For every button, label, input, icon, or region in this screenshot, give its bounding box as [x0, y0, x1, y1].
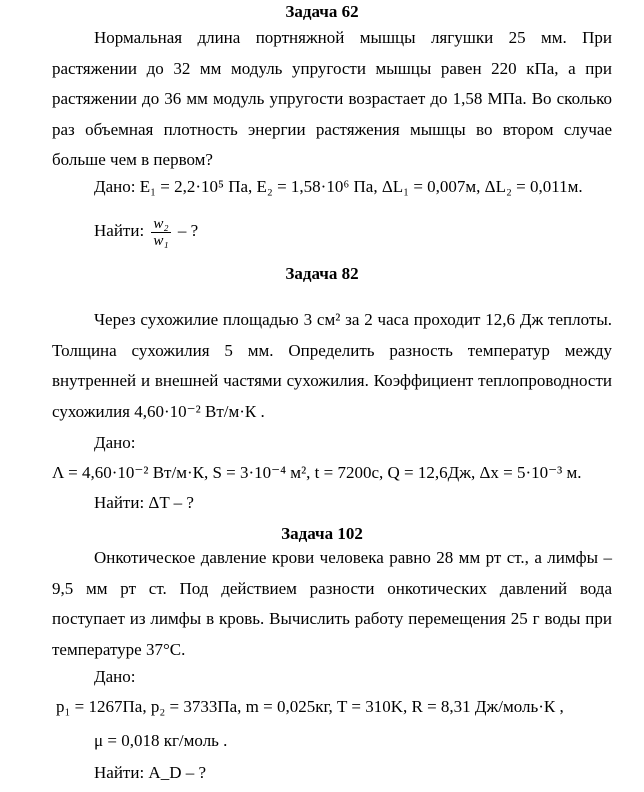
problem-62-given: [94, 176, 583, 198]
given-label: Дано:: [94, 177, 136, 196]
problem-102-find: [94, 762, 206, 784]
problem-62-find: [94, 214, 198, 249]
problem-82-title: Задача 82: [285, 264, 359, 283]
find-label: Найти:: [94, 221, 145, 240]
find-value: ΔT – ?: [148, 493, 194, 512]
problem-102-given-label: Дано:: [94, 667, 136, 686]
find-label: Найти:: [94, 493, 145, 512]
problem-102-title: Задача 102: [281, 524, 363, 543]
problem-82-text: Через сухожилие площадью 3 см² за 2 часа проходит 12,6 Дж теплоты. Толщина сухожилия 5 мм. Определить разность температур между внутренней и внешней частями сухожилия. Коэффициент теплопроводности сухожилия 4,60·10⁻² Вт/м·К .: [52, 310, 612, 421]
find-label: Найти:: [94, 763, 145, 782]
find-tail: – ?: [177, 221, 199, 240]
problem-102-text: Онкотическое давление крови человека равно 28 мм рт ст., а лимфы – 9,5 мм рт ст. Под действием разности онкотических давлений вода поступает из лимфы в кровь. Вычислить работу перемещения 25 г воды при температуре 37°С.: [52, 548, 612, 659]
problem-82-find: [94, 492, 194, 514]
problem-82-given: Λ = 4,60·10⁻² Вт/м·К, S = 3·10⁻⁴ м², t = 7200с, Q = 12,6Дж, Δx = 5·10⁻³ м.: [52, 463, 582, 482]
problem-102-given: p₁ = 1267Па, p₂ = 3733Па, m = 0,025кг, T = 310K, R = 8,31 Дж/моль·К ,: [56, 697, 564, 716]
fraction-numerator: w₂: [153, 215, 169, 232]
given-values: E₁ = 2,2·10⁵ Па, E₂ = 1,58·10⁶ Па, ΔL₁ = 0,007м, ΔL₂ = 0,011м.: [139, 177, 583, 196]
find-fraction: [151, 216, 170, 249]
problem-62-title: Задача 62: [285, 2, 359, 21]
problem-82-given-label: Дано:: [94, 433, 136, 452]
problem-62-text: Нормальная длина портняжной мышцы лягушки 25 мм. При растяжении до 32 мм модуль упругости мышцы равен 220 кПа, а при растяжении до 36 мм модуль упругости возрастает до 1,58 МПа. Во сколько раз объемная плотность энергии растяжения мышцы во втором случае больше чем в первом?: [52, 28, 612, 169]
problem-102-given-2: μ = 0,018 кг/моль .: [94, 731, 228, 750]
find-value: A_D – ?: [148, 763, 207, 782]
fraction-denominator: w₁: [153, 232, 169, 249]
